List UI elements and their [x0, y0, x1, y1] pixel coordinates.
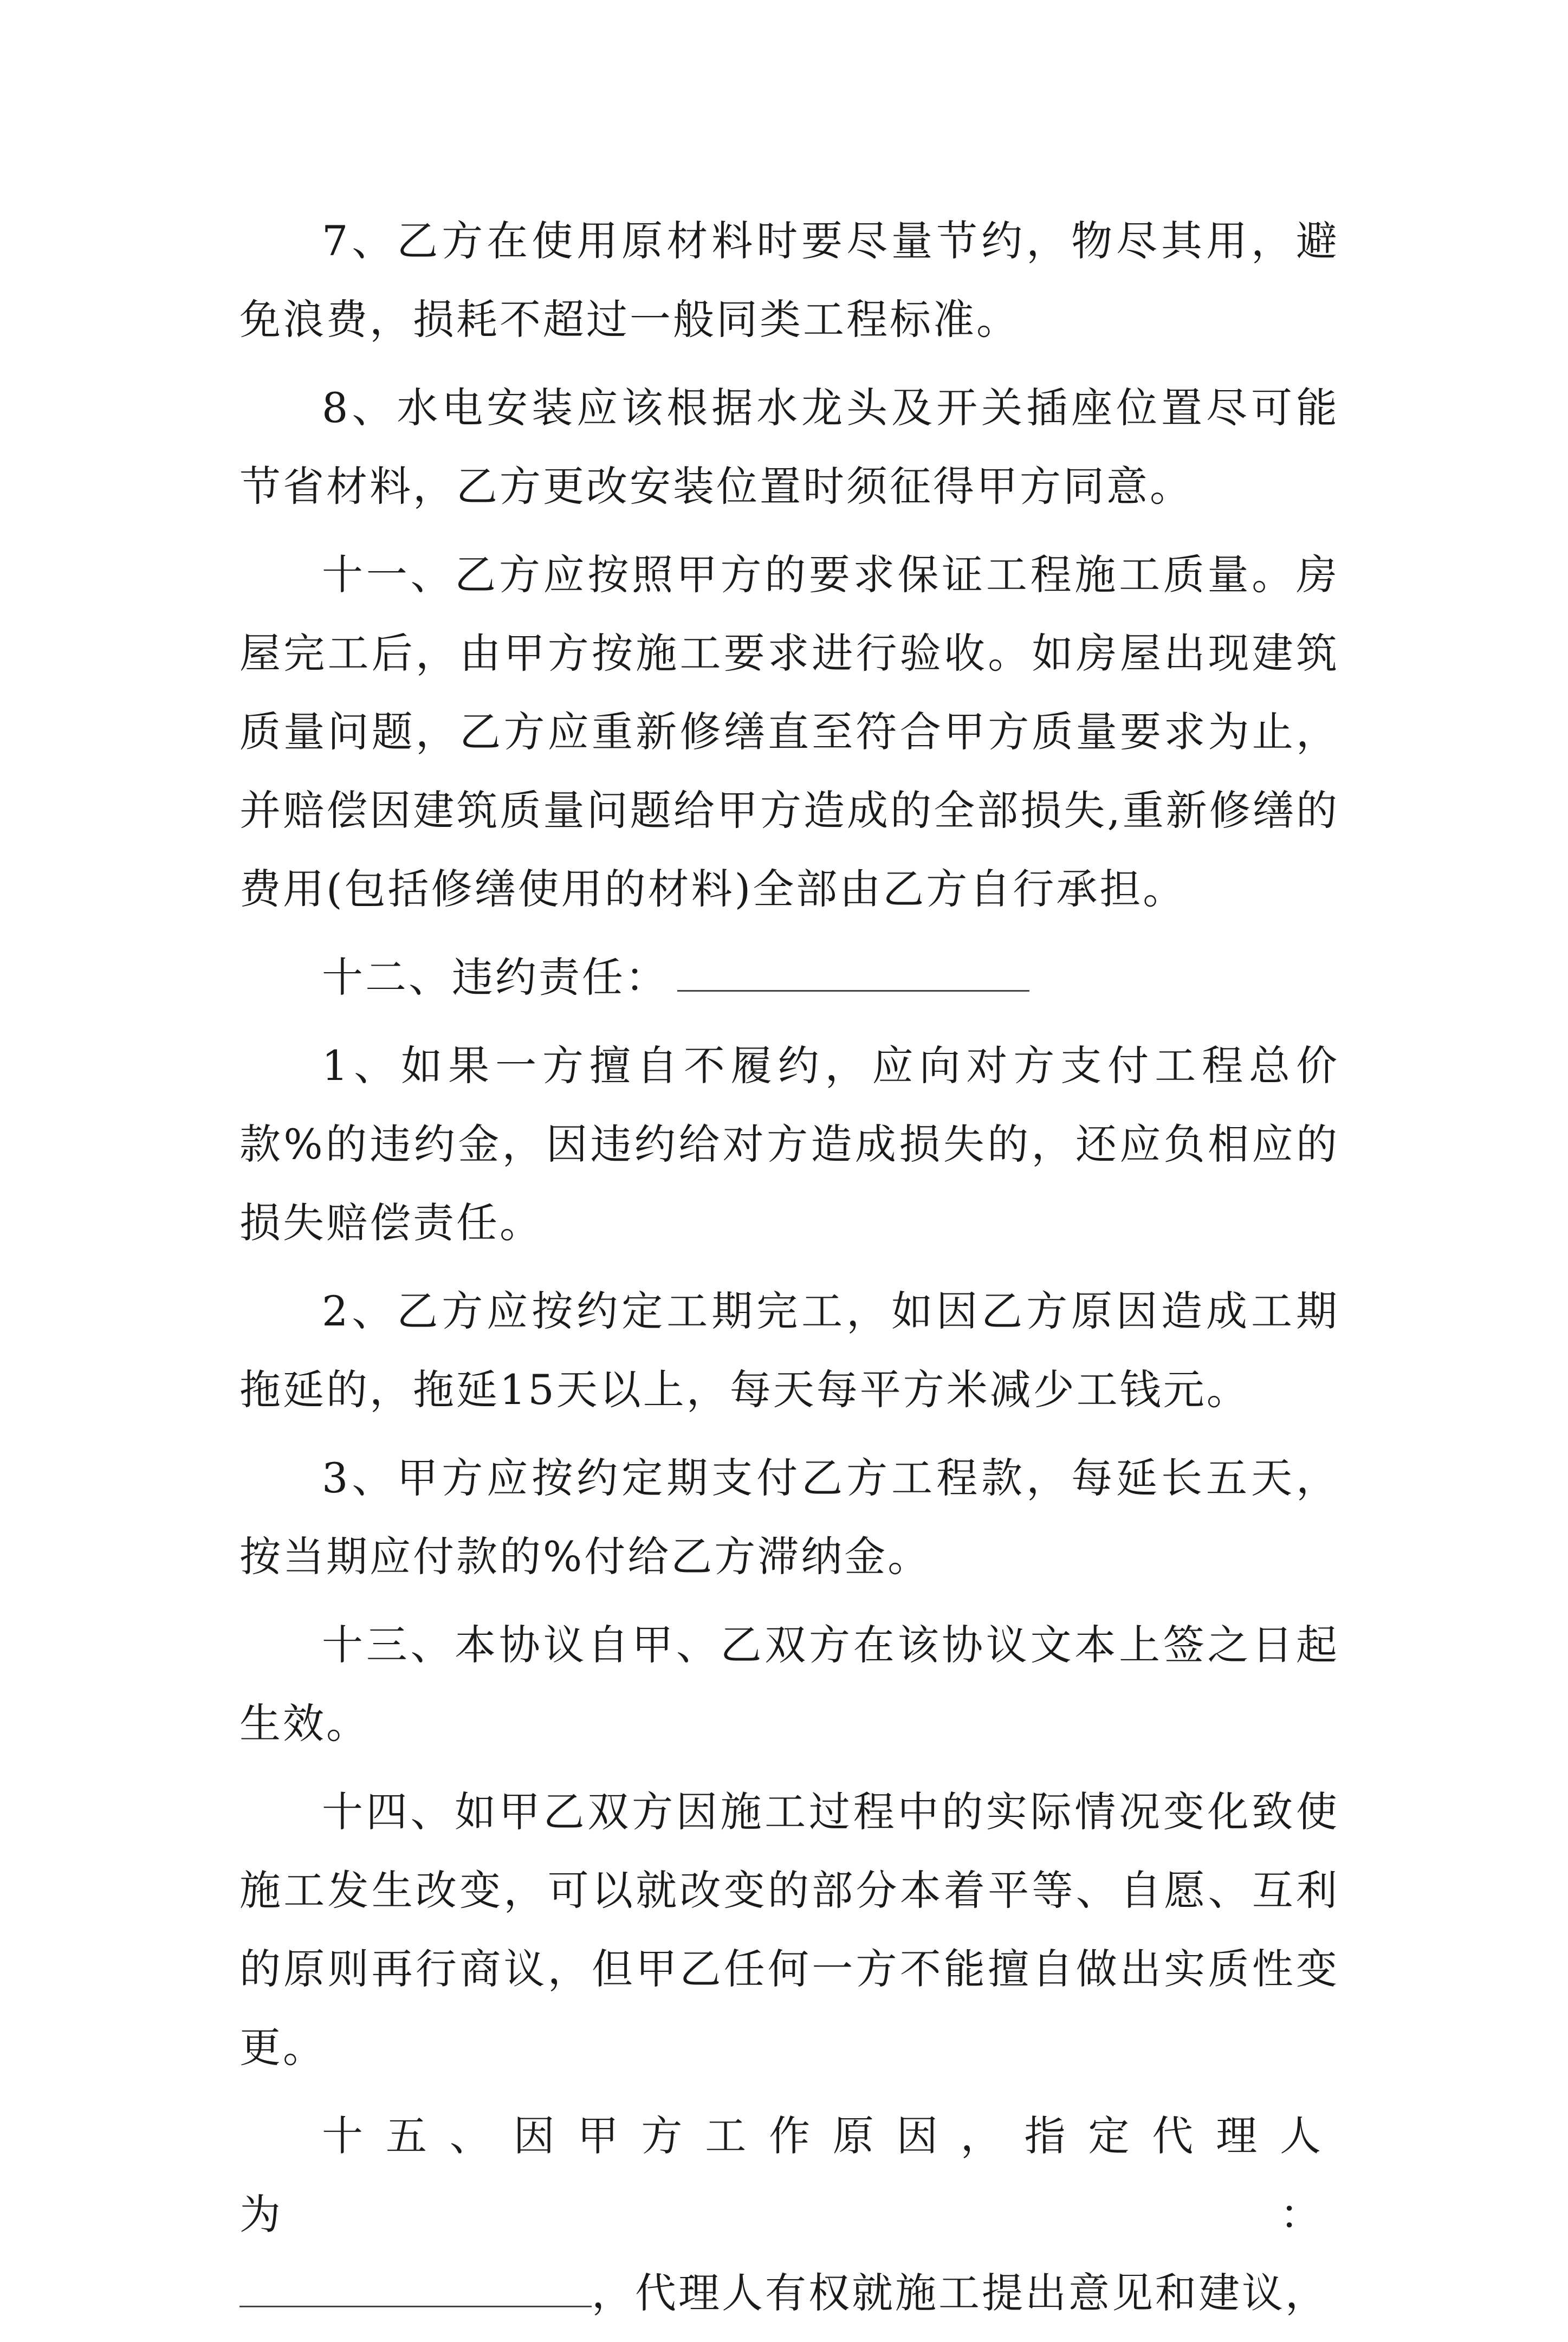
- document-body: [239, 202, 1339, 2342]
- paragraph-item-8: 8、水电安装应该根据水龙头及开关插座位置尽可能节省材料，乙方更改安装位置时须征得甲方同意。: [239, 384, 1339, 510]
- agent-name-blank-line[interactable]: [239, 2254, 592, 2307]
- clause-12-title: 十二、违约责任：: [322, 953, 669, 1001]
- paragraph-item-12-1: 1、如果一方擅自不履约，应向对方支付工程总价款%的违约金，因违约给对方造成损失的，还应负相应的损失赔偿责任。: [239, 1041, 1339, 1247]
- paragraph-clause-13: 十三、本协议自甲、乙双方在该协议文本上签之日起生效。: [239, 1621, 1339, 1748]
- paragraph-clause-15-line-2: [239, 2254, 1339, 2332]
- paragraph-clause-11: 十一、乙方应按照甲方的要求保证工程施工质量。房屋完工后，由甲方按施工要求进行验收。如房屋出现建筑质量问题，乙方应重新修缮直至符合甲方质量要求为止，并赔偿因建筑质量问题给甲方造成的全部损失,重新修缮的费用(包括修缮使用的材料)全部由乙方自行承担。: [239, 551, 1339, 913]
- paragraph-clause-12-heading: [239, 938, 1339, 1017]
- paragraph-item-12-3: 3、甲方应按约定期支付乙方工程款，每延长五天，按当期应付款的%付给乙方滞纳金。: [239, 1454, 1339, 1581]
- fill-in-blank-line[interactable]: [677, 938, 1029, 992]
- clause-15-continuation: ，代理人有权就施工提出意见和建议，: [592, 2269, 1329, 2317]
- paragraph-item-7: 7、乙方在使用原材料时要尽量节约，物尽其用，避免浪费，损耗不超过一般同类工程标准。: [239, 217, 1339, 344]
- paragraph-clause-14: 十四、如甲乙双方因施工过程中的实际情况变化致使施工发生改变，可以就改变的部分本着平等、自愿、互利的原则再行商议，但甲乙任何一方不能擅自做出实质性变更。: [239, 1788, 1339, 2072]
- paragraph-item-12-2: 2、乙方应按约定工期完工，如因乙方原因造成工期拖延的，拖延15天以上，每天每平方米减少工钱元。: [239, 1287, 1339, 1414]
- paragraph-clause-15-line-1: 十五、因甲方工作原因，指定代理人为：: [239, 2112, 1339, 2239]
